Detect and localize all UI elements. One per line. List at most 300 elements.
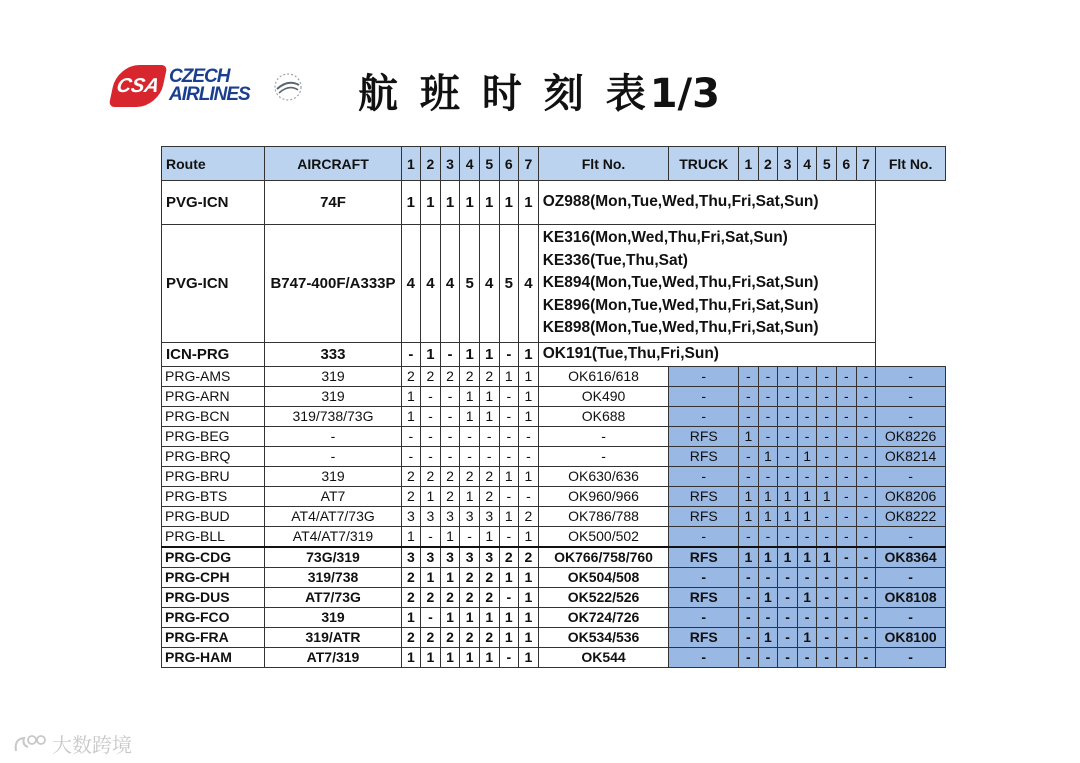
aircraft-cell: B747-400F/A333P <box>265 225 401 343</box>
flight-number-cell: KE316(Mon,Wed,Thu,Fri,Sat,Sun) KE336(Tue,Thu,Sat) KE894(Mon,Tue,Wed,Thu,Fri,Sat,Sun) KE896(Mon,Tue,Wed,Thu,Fri,Sat,Sun) KE898(Mon,Tue,Wed,Thu,Fri,Sat,Sun) <box>538 225 876 343</box>
truck-day-cell: - <box>817 407 837 427</box>
truck-day-cell: - <box>837 568 857 588</box>
day-cell: 1 <box>421 648 441 668</box>
table-row <box>162 487 946 507</box>
truck-day-cell: - <box>856 447 876 467</box>
logo-wordmark <box>169 68 250 104</box>
truck-flight-number-cell: OK8364 <box>876 547 946 568</box>
day-cell: 3 <box>460 507 480 527</box>
aircraft-cell: - <box>265 447 401 467</box>
truck-flight-number-cell: OK8214 <box>876 447 946 467</box>
truck-flight-number-cell: - <box>876 387 946 407</box>
flight-number-cell: - <box>538 447 669 467</box>
day-cell: - <box>421 427 441 447</box>
truck-day-cell: - <box>758 367 778 387</box>
truck-day-cell: - <box>837 487 857 507</box>
truck-day-cell: 1 <box>817 487 837 507</box>
truck-flight-number-cell: - <box>876 407 946 427</box>
flight-number-cell: OK191(Tue,Thu,Fri,Sun) <box>538 343 876 367</box>
day-cell: 2 <box>460 367 480 387</box>
truck-day-cell: - <box>739 387 759 407</box>
day-cell: 2 <box>460 568 480 588</box>
day-cell: 1 <box>401 608 421 628</box>
day-cell: 1 <box>460 487 480 507</box>
day-cell: 1 <box>421 343 441 367</box>
aircraft-cell: 319 <box>265 387 401 407</box>
day-cell: 5 <box>460 225 480 343</box>
truck-flight-number-cell: - <box>876 568 946 588</box>
day-cell: 1 <box>499 181 519 225</box>
truck-day-cell: - <box>837 407 857 427</box>
day-cell: 3 <box>421 547 441 568</box>
day-cell: - <box>421 608 441 628</box>
table-row <box>162 343 946 367</box>
truck-day-cell: - <box>778 628 798 648</box>
day-cell: 2 <box>479 588 499 608</box>
day-cell: - <box>499 387 519 407</box>
truck-cell: RFS <box>669 628 739 648</box>
day-cell: 2 <box>479 628 499 648</box>
truck-day-cell: - <box>739 568 759 588</box>
day-cell: - <box>519 487 539 507</box>
aircraft-cell: - <box>265 427 401 447</box>
truck-flight-number-cell: - <box>876 527 946 548</box>
day-cell: 3 <box>421 507 441 527</box>
table-row <box>162 608 946 628</box>
route-cell: PVG-ICN <box>162 181 265 225</box>
table-row <box>162 527 946 548</box>
route-cell: ICN-PRG <box>162 343 265 367</box>
aircraft-cell: AT4/AT7/73G <box>265 507 401 527</box>
route-cell: PRG-FRA <box>162 628 265 648</box>
truck-day-cell: - <box>837 547 857 568</box>
truck-day-cell: - <box>778 648 798 668</box>
truck-day-cell: - <box>817 527 837 548</box>
truck-day-cell: - <box>758 427 778 447</box>
truck-cell: RFS <box>669 547 739 568</box>
truck-cell: RFS <box>669 427 739 447</box>
day-cell: 1 <box>479 527 499 548</box>
truck-day-cell: - <box>856 407 876 427</box>
day-cell: - <box>499 427 519 447</box>
table-row <box>162 547 946 568</box>
truck-day-cell: - <box>778 467 798 487</box>
title-chinese: 航 班 时 刻 表 <box>358 70 650 117</box>
truck-day-cell: 1 <box>778 487 798 507</box>
truck-cell: RFS <box>669 588 739 608</box>
day-cell: - <box>421 527 441 548</box>
truck-day-cell: - <box>817 447 837 467</box>
day-cell: 2 <box>499 547 519 568</box>
day-cell: 1 <box>499 467 519 487</box>
truck-day-cell: 1 <box>778 547 798 568</box>
truck-cell: - <box>669 648 739 668</box>
day-cell: - <box>519 447 539 467</box>
day-cell: 2 <box>460 628 480 648</box>
day-cell: 2 <box>479 487 499 507</box>
truck-day-cell: - <box>739 648 759 668</box>
truck-day-cell: 1 <box>797 628 817 648</box>
column-header: 5 <box>817 147 837 181</box>
truck-cell: - <box>669 467 739 487</box>
truck-day-cell: - <box>797 527 817 548</box>
truck-day-cell: 1 <box>797 547 817 568</box>
truck-day-cell: - <box>778 588 798 608</box>
truck-day-cell: - <box>778 527 798 548</box>
route-cell: PRG-BTS <box>162 487 265 507</box>
day-cell: 5 <box>499 225 519 343</box>
aircraft-cell: 319 <box>265 467 401 487</box>
day-cell: 1 <box>440 648 460 668</box>
day-cell: - <box>401 447 421 467</box>
table-row <box>162 568 946 588</box>
day-cell: 1 <box>499 608 519 628</box>
day-cell: 1 <box>460 181 480 225</box>
day-cell: 4 <box>421 225 441 343</box>
truck-flight-number-cell: - <box>876 648 946 668</box>
truck-day-cell: - <box>817 608 837 628</box>
day-cell: 2 <box>421 588 441 608</box>
truck-cell: - <box>669 367 739 387</box>
day-cell: 1 <box>479 407 499 427</box>
table-row <box>162 407 946 427</box>
aircraft-cell: 319/738 <box>265 568 401 588</box>
column-header: 4 <box>797 147 817 181</box>
watermark-text: 大数跨境 <box>52 733 132 757</box>
truck-cell: RFS <box>669 447 739 467</box>
day-cell: 1 <box>479 648 499 668</box>
truck-day-cell: - <box>778 608 798 628</box>
truck-day-cell: - <box>856 467 876 487</box>
truck-day-cell: - <box>758 608 778 628</box>
route-cell: PRG-FCO <box>162 608 265 628</box>
truck-day-cell: - <box>797 467 817 487</box>
day-cell: 2 <box>479 367 499 387</box>
flight-number-cell: OK630/636 <box>538 467 669 487</box>
truck-day-cell: - <box>797 427 817 447</box>
truck-day-cell: - <box>856 507 876 527</box>
flight-number-cell: OK724/726 <box>538 608 669 628</box>
truck-day-cell: - <box>837 367 857 387</box>
table-row <box>162 181 946 225</box>
day-cell: - <box>440 343 460 367</box>
day-cell: 1 <box>460 387 480 407</box>
aircraft-cell: 74F <box>265 181 401 225</box>
route-cell: PRG-BEG <box>162 427 265 447</box>
route-cell: PVG-ICN <box>162 225 265 343</box>
day-cell: - <box>440 447 460 467</box>
day-cell: - <box>401 343 421 367</box>
truck-cell: RFS <box>669 507 739 527</box>
day-cell: 1 <box>460 648 480 668</box>
table-body <box>162 181 946 668</box>
truck-day-cell: 1 <box>758 487 778 507</box>
route-cell: PRG-BUD <box>162 507 265 527</box>
truck-day-cell: 1 <box>778 507 798 527</box>
truck-flight-number-cell: OK8100 <box>876 628 946 648</box>
flight-number-cell: OK616/618 <box>538 367 669 387</box>
route-cell: PRG-CPH <box>162 568 265 588</box>
day-cell: 2 <box>421 367 441 387</box>
logo-line2: AIRLINES <box>169 84 250 105</box>
truck-day-cell: - <box>758 467 778 487</box>
day-cell: 1 <box>499 367 519 387</box>
day-cell: - <box>401 427 421 447</box>
table-row <box>162 588 946 608</box>
day-cell: 2 <box>401 467 421 487</box>
day-cell: 3 <box>460 547 480 568</box>
truck-day-cell: - <box>837 467 857 487</box>
truck-day-cell: - <box>837 427 857 447</box>
day-cell: - <box>460 527 480 548</box>
truck-day-cell: - <box>837 648 857 668</box>
column-header: AIRCRAFT <box>265 147 401 181</box>
route-cell: PRG-DUS <box>162 588 265 608</box>
truck-cell: - <box>669 407 739 427</box>
truck-day-cell: - <box>856 628 876 648</box>
day-cell: 1 <box>421 487 441 507</box>
table-row <box>162 507 946 527</box>
day-cell: - <box>499 487 519 507</box>
truck-day-cell: - <box>778 447 798 467</box>
truck-day-cell: - <box>856 427 876 447</box>
truck-day-cell: 1 <box>739 547 759 568</box>
column-header: 3 <box>440 147 460 181</box>
truck-day-cell: - <box>739 588 759 608</box>
day-cell: - <box>499 588 519 608</box>
csa-badge: CSA <box>109 65 168 107</box>
day-cell: 1 <box>440 568 460 588</box>
day-cell: 1 <box>519 527 539 548</box>
truck-day-cell: - <box>778 427 798 447</box>
truck-day-cell: - <box>778 407 798 427</box>
day-cell: 3 <box>401 547 421 568</box>
flight-number-cell: OK534/536 <box>538 628 669 648</box>
day-cell: - <box>499 447 519 467</box>
truck-flight-number-cell: OK8206 <box>876 487 946 507</box>
table-row <box>162 225 946 343</box>
column-header: 7 <box>519 147 539 181</box>
day-cell: 1 <box>519 387 539 407</box>
day-cell: 3 <box>479 507 499 527</box>
truck-day-cell: 1 <box>797 507 817 527</box>
day-cell: 1 <box>460 343 480 367</box>
truck-cell: - <box>669 387 739 407</box>
truck-day-cell: 1 <box>797 487 817 507</box>
truck-flight-number-cell: OK8226 <box>876 427 946 447</box>
truck-day-cell: - <box>856 487 876 507</box>
day-cell: 1 <box>460 407 480 427</box>
route-cell: PRG-HAM <box>162 648 265 668</box>
day-cell: 2 <box>440 487 460 507</box>
truck-day-cell: - <box>797 387 817 407</box>
day-cell: 1 <box>519 467 539 487</box>
truck-day-cell: - <box>758 568 778 588</box>
flight-number-cell: - <box>538 427 669 447</box>
day-cell: 1 <box>479 181 499 225</box>
day-cell: - <box>421 407 441 427</box>
column-header: 1 <box>401 147 421 181</box>
truck-day-cell: - <box>739 527 759 548</box>
skyteam-swirl-icon <box>271 70 305 104</box>
aircraft-cell: AT4/AT7/319 <box>265 527 401 548</box>
truck-cell: - <box>669 568 739 588</box>
day-cell: 2 <box>440 628 460 648</box>
title-page-number: 1/3 <box>649 71 720 117</box>
truck-day-cell: - <box>817 387 837 407</box>
day-cell: 1 <box>519 343 539 367</box>
column-header: Route <box>162 147 265 181</box>
day-cell: 4 <box>440 225 460 343</box>
table-header <box>162 147 946 181</box>
truck-day-cell: - <box>856 527 876 548</box>
truck-day-cell: 1 <box>758 507 778 527</box>
flight-number-cell: OK688 <box>538 407 669 427</box>
day-cell: 1 <box>499 507 519 527</box>
day-cell: 2 <box>401 367 421 387</box>
flight-number-cell: OK544 <box>538 648 669 668</box>
truck-day-cell: - <box>837 447 857 467</box>
route-cell: PRG-BRU <box>162 467 265 487</box>
aircraft-cell: 319/ATR <box>265 628 401 648</box>
route-cell: PRG-CDG <box>162 547 265 568</box>
column-header: 5 <box>479 147 499 181</box>
aircraft-cell: 319 <box>265 608 401 628</box>
watermark <box>12 729 132 758</box>
aircraft-cell: 73G/319 <box>265 547 401 568</box>
truck-day-cell: - <box>837 507 857 527</box>
day-cell: 2 <box>440 367 460 387</box>
truck-day-cell: 1 <box>817 547 837 568</box>
column-header: Flt No. <box>876 147 946 181</box>
column-header: 1 <box>739 147 759 181</box>
route-cell: PRG-ARN <box>162 387 265 407</box>
day-cell: 1 <box>440 527 460 548</box>
day-cell: 4 <box>519 225 539 343</box>
truck-day-cell: - <box>837 527 857 548</box>
watermark-logo-icon <box>12 733 46 755</box>
aircraft-cell: 319/738/73G <box>265 407 401 427</box>
day-cell: 4 <box>401 225 421 343</box>
truck-day-cell: 1 <box>739 487 759 507</box>
truck-day-cell: - <box>817 427 837 447</box>
truck-day-cell: - <box>856 608 876 628</box>
truck-cell: RFS <box>669 487 739 507</box>
aircraft-cell: 333 <box>265 343 401 367</box>
day-cell: 2 <box>440 588 460 608</box>
flight-number-cell: OK490 <box>538 387 669 407</box>
truck-flight-number-cell: OK8222 <box>876 507 946 527</box>
day-cell: - <box>440 387 460 407</box>
day-cell: 1 <box>440 181 460 225</box>
truck-cell: - <box>669 527 739 548</box>
truck-flight-number-cell: OK8108 <box>876 588 946 608</box>
day-cell: 2 <box>440 467 460 487</box>
day-cell: 3 <box>479 547 499 568</box>
flight-number-cell: OK522/526 <box>538 588 669 608</box>
aircraft-cell: AT7/319 <box>265 648 401 668</box>
flight-number-cell: OK500/502 <box>538 527 669 548</box>
day-cell: 1 <box>479 387 499 407</box>
truck-day-cell: - <box>797 407 817 427</box>
truck-day-cell: - <box>817 367 837 387</box>
truck-day-cell: - <box>778 568 798 588</box>
day-cell: - <box>460 427 480 447</box>
truck-day-cell: - <box>739 407 759 427</box>
truck-day-cell: - <box>837 387 857 407</box>
logo-line1: CZECH <box>169 66 230 87</box>
truck-day-cell: - <box>739 608 759 628</box>
route-cell: PRG-BRQ <box>162 447 265 467</box>
column-header: 6 <box>499 147 519 181</box>
truck-flight-number-cell: - <box>876 367 946 387</box>
truck-day-cell: 1 <box>739 507 759 527</box>
table-row <box>162 467 946 487</box>
day-cell: 3 <box>440 547 460 568</box>
day-cell: 1 <box>401 527 421 548</box>
truck-day-cell: - <box>856 547 876 568</box>
column-header: 2 <box>421 147 441 181</box>
truck-day-cell: - <box>778 367 798 387</box>
day-cell: - <box>499 343 519 367</box>
day-cell: 3 <box>401 507 421 527</box>
page-title <box>358 62 720 119</box>
flight-number-cell: OK766/758/760 <box>538 547 669 568</box>
flight-number-cell: OZ988(Mon,Tue,Wed,Thu,Fri,Sat,Sun) <box>538 181 876 225</box>
column-header: 2 <box>758 147 778 181</box>
day-cell: 2 <box>519 547 539 568</box>
truck-day-cell: 1 <box>797 588 817 608</box>
aircraft-cell: AT7/73G <box>265 588 401 608</box>
truck-day-cell: - <box>817 507 837 527</box>
day-cell: 2 <box>479 467 499 487</box>
table-row <box>162 447 946 467</box>
day-cell: - <box>421 387 441 407</box>
truck-flight-number-cell: - <box>876 467 946 487</box>
truck-day-cell: - <box>837 608 857 628</box>
truck-day-cell: - <box>817 568 837 588</box>
czech-airlines-logo <box>113 62 313 112</box>
day-cell: 2 <box>401 588 421 608</box>
table-row <box>162 387 946 407</box>
route-cell: PRG-AMS <box>162 367 265 387</box>
column-header: TRUCK <box>669 147 739 181</box>
day-cell: 1 <box>519 648 539 668</box>
column-header: 6 <box>837 147 857 181</box>
table-row <box>162 367 946 387</box>
day-cell: - <box>440 427 460 447</box>
truck-day-cell: 1 <box>758 588 778 608</box>
truck-day-cell: - <box>758 648 778 668</box>
flight-number-cell: OK504/508 <box>538 568 669 588</box>
truck-day-cell: - <box>817 648 837 668</box>
truck-flight-number-cell: - <box>876 608 946 628</box>
table-row <box>162 628 946 648</box>
day-cell: 2 <box>421 467 441 487</box>
day-cell: 1 <box>519 608 539 628</box>
table-row <box>162 648 946 668</box>
truck-day-cell: - <box>797 648 817 668</box>
truck-day-cell: - <box>758 407 778 427</box>
truck-day-cell: - <box>758 387 778 407</box>
day-cell: 2 <box>460 588 480 608</box>
day-cell: - <box>421 447 441 467</box>
flight-number-cell: OK960/966 <box>538 487 669 507</box>
truck-day-cell: - <box>797 568 817 588</box>
day-cell: 1 <box>440 608 460 628</box>
route-cell: PRG-BLL <box>162 527 265 548</box>
day-cell: - <box>499 527 519 548</box>
